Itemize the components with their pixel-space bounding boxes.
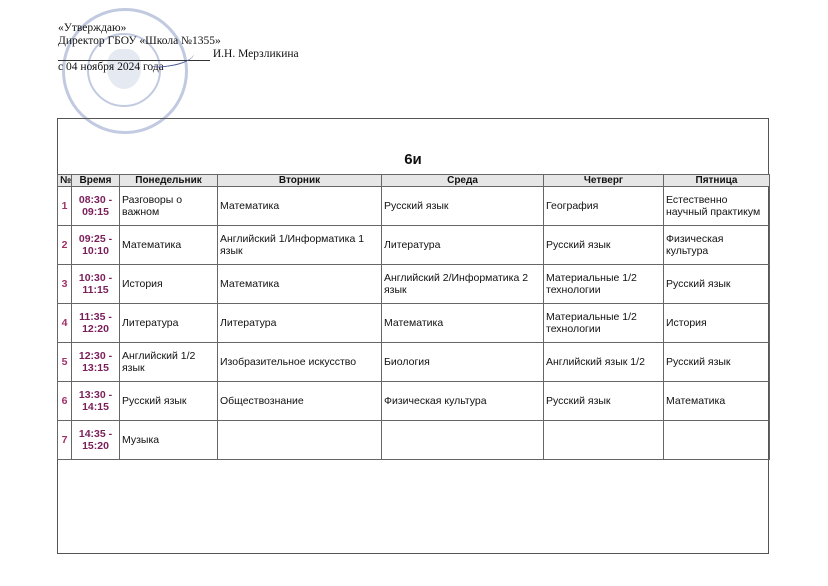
lesson-time	[72, 382, 120, 421]
lesson-number: 3	[58, 265, 72, 304]
director-name: И.Н. Мерзликина	[212, 48, 299, 60]
col-thursday: Четверг	[544, 175, 664, 187]
table-row	[58, 187, 770, 226]
thursday-subject: Материальные 1/2 технологии	[544, 304, 664, 343]
friday-subject: Естественно научный практикум	[664, 187, 770, 226]
monday-subject: История	[120, 265, 218, 304]
monday-subject: Разговоры о важном	[120, 187, 218, 226]
monday-subject: Литература	[120, 304, 218, 343]
table-row	[58, 343, 770, 382]
time-end: 10:10	[82, 245, 109, 257]
approve-label: «Утверждаю»	[58, 22, 127, 34]
time-end: 13:15	[82, 362, 109, 374]
lesson-number: 5	[58, 343, 72, 382]
time-start: 08:30 -	[78, 194, 113, 206]
thursday-subject: Русский язык	[544, 382, 664, 421]
thursday-subject: Русский язык	[544, 226, 664, 265]
approval-block	[58, 22, 299, 74]
time-start: 13:30 -	[78, 389, 113, 401]
time-end: 12:20	[82, 323, 109, 335]
time-end: 14:15	[82, 401, 109, 413]
col-friday: Пятница	[664, 175, 770, 187]
friday-subject: Математика	[664, 382, 770, 421]
friday-subject: История	[664, 304, 770, 343]
table-row	[58, 421, 770, 460]
tuesday-subject	[218, 421, 382, 460]
thursday-subject: География	[544, 187, 664, 226]
friday-subject	[664, 421, 770, 460]
lesson-number: 1	[58, 187, 72, 226]
table-row	[58, 265, 770, 304]
wednesday-subject: Биология	[382, 343, 544, 382]
table-row	[58, 382, 770, 421]
class-title: 6и	[404, 151, 422, 168]
tuesday-subject: Литература	[218, 304, 382, 343]
tuesday-subject: Математика	[218, 187, 382, 226]
time-start: 14:35 -	[78, 428, 113, 440]
time-start: 10:30 -	[78, 272, 113, 284]
lesson-number: 4	[58, 304, 72, 343]
wednesday-subject: Математика	[382, 304, 544, 343]
col-monday: Понедельник	[120, 175, 218, 187]
schedule-table	[57, 174, 770, 460]
wednesday-subject: Русский язык	[382, 187, 544, 226]
wednesday-subject: Физическая культура	[382, 382, 544, 421]
time-end: 15:20	[82, 440, 109, 452]
tuesday-subject: Английский 1/Информатика 1 язык	[218, 226, 382, 265]
thursday-subject: Английский язык 1/2	[544, 343, 664, 382]
lesson-number: 2	[58, 226, 72, 265]
effective-date: с 04 ноября 2024 года	[58, 61, 164, 73]
director-position: Директор ГБОУ «Школа №1355»	[58, 35, 221, 47]
friday-subject: Физическая культура	[664, 226, 770, 265]
friday-subject: Русский язык	[664, 265, 770, 304]
lesson-number: 7	[58, 421, 72, 460]
lesson-time	[72, 343, 120, 382]
monday-subject: Математика	[120, 226, 218, 265]
time-start: 12:30 -	[78, 350, 113, 362]
table-row	[58, 304, 770, 343]
time-start: 11:35 -	[79, 311, 112, 323]
wednesday-subject: Литература	[382, 226, 544, 265]
table-row	[58, 226, 770, 265]
thursday-subject	[544, 421, 664, 460]
lesson-time	[72, 304, 120, 343]
lesson-time	[72, 421, 120, 460]
wednesday-subject	[382, 421, 544, 460]
monday-subject: Музыка	[120, 421, 218, 460]
time-start: 09:25 -	[78, 233, 113, 245]
col-number: №	[58, 175, 72, 187]
col-time: Время	[72, 175, 120, 187]
lesson-time	[72, 187, 120, 226]
friday-subject: Русский язык	[664, 343, 770, 382]
time-end: 09:15	[82, 206, 109, 218]
monday-subject: Английский 1/2 язык	[120, 343, 218, 382]
table-header-row	[58, 175, 770, 187]
lesson-time	[72, 265, 120, 304]
col-tuesday: Вторник	[218, 175, 382, 187]
lesson-time	[72, 226, 120, 265]
monday-subject: Русский язык	[120, 382, 218, 421]
tuesday-subject: Математика	[218, 265, 382, 304]
tuesday-subject: Обществознание	[218, 382, 382, 421]
thursday-subject: Материальные 1/2 технологии	[544, 265, 664, 304]
time-end: 11:15	[82, 284, 109, 296]
tuesday-subject: Изобразительное искусство	[218, 343, 382, 382]
col-wednesday: Среда	[382, 175, 544, 187]
wednesday-subject: Английский 2/Информатика 2 язык	[382, 265, 544, 304]
lesson-number: 6	[58, 382, 72, 421]
